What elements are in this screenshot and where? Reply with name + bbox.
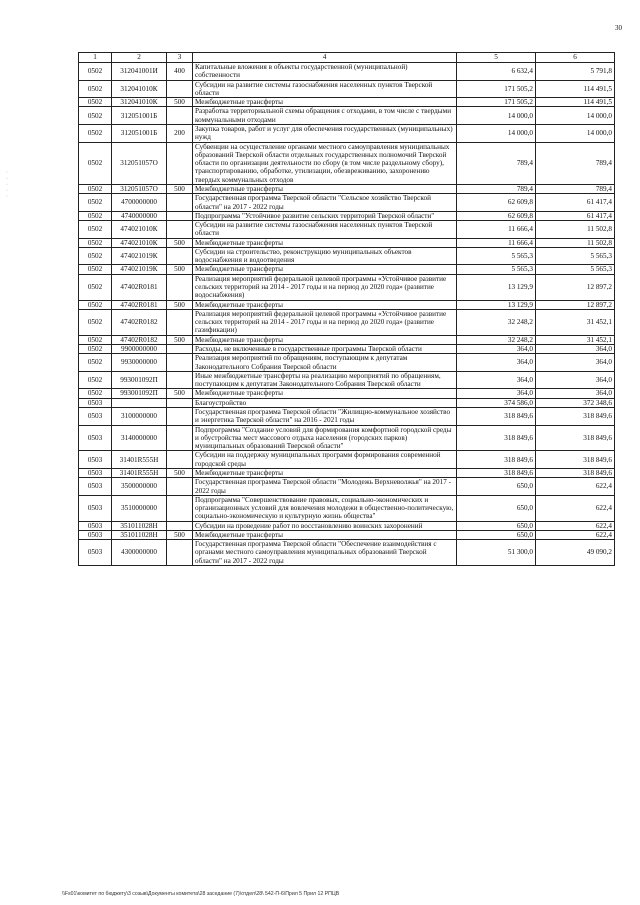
- cell-c4: Государственная программа Тверской области "Сельское хозяйство Тверской области" на 2017 - 2022 годы: [193, 194, 457, 212]
- cell-c1: 0503: [79, 398, 112, 407]
- cell-c5: 364,0: [457, 389, 536, 398]
- cell-c1: 0502: [79, 309, 112, 335]
- table-row: [79, 63, 615, 81]
- cell-c5: 6 632,4: [457, 63, 536, 81]
- cell-c5: 650,0: [457, 478, 536, 496]
- cell-c6: 364,0: [536, 371, 615, 389]
- table-row: [79, 265, 615, 274]
- cell-c3: 500: [167, 238, 193, 247]
- table-row: [79, 345, 615, 354]
- table-row: [79, 300, 615, 309]
- table-row: [79, 495, 615, 521]
- table-row: [79, 274, 615, 300]
- cell-c6: 364,0: [536, 354, 615, 372]
- cell-c5: 13 129,9: [457, 300, 536, 309]
- cell-c4: Благоустройство: [193, 398, 457, 407]
- cell-c4: Закупка товаров, работ и услуг для обеспечения государственных (муниципальных) нужд: [193, 124, 457, 142]
- cell-c4: Межбюджетные трансферты: [193, 530, 457, 539]
- cell-c2: 3140000000: [112, 425, 167, 451]
- table-row: [79, 478, 615, 496]
- cell-c5: 318 849,6: [457, 425, 536, 451]
- cell-c1: 0502: [79, 345, 112, 354]
- cell-c3: [167, 345, 193, 354]
- cell-c2: 31401R555Н: [112, 451, 167, 469]
- cell-c5: 14 000,0: [457, 124, 536, 142]
- cell-c4: Межбюджетные трансферты: [193, 184, 457, 193]
- cell-c2: 47402R0182: [112, 335, 167, 344]
- table-header-row: [79, 53, 615, 63]
- header-col-5: 5: [457, 53, 536, 63]
- cell-c3: 500: [167, 184, 193, 193]
- cell-c4: Государственная программа Тверской области "Жилищно-коммунальное хозяйство и энергетика Тверской области" на 2016 - 2021 годы: [193, 407, 457, 425]
- cell-c2: 312051057О: [112, 142, 167, 184]
- cell-c1: 0502: [79, 265, 112, 274]
- header-col-2: 2: [112, 53, 167, 63]
- cell-c6: 114 491,5: [536, 98, 615, 107]
- cell-c6: 622,4: [536, 478, 615, 496]
- cell-c6: 12 897,2: [536, 274, 615, 300]
- cell-c5: 5 565,3: [457, 265, 536, 274]
- cell-c2: [112, 398, 167, 407]
- cell-c3: [167, 211, 193, 220]
- cell-c5: 364,0: [457, 354, 536, 372]
- cell-c4: Межбюджетные трансферты: [193, 468, 457, 477]
- cell-c3: 500: [167, 389, 193, 398]
- cell-c1: 0503: [79, 407, 112, 425]
- cell-c5: 5 565,3: [457, 247, 536, 265]
- cell-c5: 32 248,2: [457, 309, 536, 335]
- cell-c3: 500: [167, 300, 193, 309]
- table-row: [79, 389, 615, 398]
- cell-c4: Межбюджетные трансферты: [193, 300, 457, 309]
- cell-c3: 500: [167, 335, 193, 344]
- table-row: [79, 540, 615, 566]
- cell-c2: 993001092П: [112, 389, 167, 398]
- header-col-6: 6: [536, 53, 615, 63]
- cell-c3: [167, 221, 193, 239]
- cell-c6: 318 849,6: [536, 468, 615, 477]
- table-row: [79, 407, 615, 425]
- table-row: [79, 107, 615, 125]
- header-col-4: 4: [193, 53, 457, 63]
- cell-c3: [167, 142, 193, 184]
- table-row: [79, 124, 615, 142]
- cell-c2: 3510000000: [112, 495, 167, 521]
- table-row: [79, 521, 615, 530]
- cell-c2: 312041010К: [112, 80, 167, 98]
- cell-c2: 3500000000: [112, 478, 167, 496]
- table-row: [79, 398, 615, 407]
- table-row: [79, 354, 615, 372]
- cell-c3: [167, 478, 193, 496]
- cell-c6: 364,0: [536, 389, 615, 398]
- cell-c5: 374 586,0: [457, 398, 536, 407]
- cell-c4: Межбюджетные трансферты: [193, 98, 457, 107]
- cell-c2: 4300000000: [112, 540, 167, 566]
- cell-c6: 622,4: [536, 521, 615, 530]
- cell-c2: 47402R0181: [112, 300, 167, 309]
- cell-c3: [167, 354, 193, 372]
- cell-c6: 14 000,0: [536, 124, 615, 142]
- cell-c5: 14 000,0: [457, 107, 536, 125]
- cell-c1: 0503: [79, 530, 112, 539]
- cell-c2: 474021019К: [112, 247, 167, 265]
- table-row: [79, 80, 615, 98]
- cell-c5: 62 609,8: [457, 194, 536, 212]
- table-row: [79, 468, 615, 477]
- cell-c1: 0502: [79, 98, 112, 107]
- budget-table: [78, 52, 615, 566]
- cell-c3: [167, 247, 193, 265]
- cell-c2: 4700000000: [112, 194, 167, 212]
- cell-c6: 789,4: [536, 184, 615, 193]
- cell-c6: 622,4: [536, 530, 615, 539]
- cell-c5: 171 505,2: [457, 98, 536, 107]
- cell-c5: 650,0: [457, 521, 536, 530]
- cell-c2: 4740000000: [112, 211, 167, 220]
- cell-c1: 0502: [79, 211, 112, 220]
- cell-c1: 0502: [79, 389, 112, 398]
- cell-c4: Государственная программа Тверской области "Обеспечение взаимодействия с органами местного самоуправления муниципальных образований Тверской области" на 2017 - 2022 годы: [193, 540, 457, 566]
- table-row: [79, 184, 615, 193]
- cell-c1: 0502: [79, 371, 112, 389]
- cell-c2: 47402R0182: [112, 309, 167, 335]
- cell-c4: Субсидии на проведение работ по восстановлению воинских захоронений: [193, 521, 457, 530]
- cell-c5: 11 666,4: [457, 221, 536, 239]
- cell-c3: 500: [167, 98, 193, 107]
- cell-c6: 61 417,4: [536, 211, 615, 220]
- footer-file-path: \\Fs01\комитет по бюджету\3 созыв\Документы комитета\28 заседание (7)\отдел\28\ 542-П-6\Прил 5 Прил 12 РПЦВ: [62, 891, 340, 897]
- table-row: [79, 142, 615, 184]
- cell-c1: 0502: [79, 80, 112, 98]
- table-row: [79, 238, 615, 247]
- cell-c1: 0503: [79, 451, 112, 469]
- table-row: [79, 211, 615, 220]
- cell-c6: 31 452,1: [536, 309, 615, 335]
- table-row: [79, 221, 615, 239]
- cell-c1: 0502: [79, 221, 112, 239]
- cell-c4: Межбюджетные трансферты: [193, 238, 457, 247]
- cell-c2: 312051057О: [112, 184, 167, 193]
- cell-c4: Субвенции на осуществление органами местного самоуправления муниципальных образований Тверской области отдельных государственных полномочий Тверской области по организации деятельности по сбору (в том числе раздельному сбору), транспортированию, обработке, утилизации, обезвреживанию, захоронению твердых коммунальных отходов: [193, 142, 457, 184]
- cell-c1: 0502: [79, 238, 112, 247]
- cell-c1: 0502: [79, 274, 112, 300]
- cell-c2: 312051001Б: [112, 124, 167, 142]
- cell-c4: Расходы, не включенные в государственные программы Тверской области: [193, 345, 457, 354]
- cell-c3: [167, 274, 193, 300]
- cell-c6: 622,4: [536, 495, 615, 521]
- table-row: [79, 425, 615, 451]
- table-row: [79, 451, 615, 469]
- cell-c5: 62 609,8: [457, 211, 536, 220]
- cell-c5: 650,0: [457, 495, 536, 521]
- cell-c1: 0502: [79, 247, 112, 265]
- table-row: [79, 371, 615, 389]
- cell-c3: [167, 451, 193, 469]
- table-row: [79, 530, 615, 539]
- cell-c3: 500: [167, 530, 193, 539]
- cell-c2: 312051001Б: [112, 107, 167, 125]
- cell-c4: Субсидии на строительство, реконструкцию муниципальных объектов водоснабжения и водоотведения: [193, 247, 457, 265]
- cell-c4: Субсидии на поддержку муниципальных программ формирования современной городской среды: [193, 451, 457, 469]
- cell-c6: 12 897,2: [536, 300, 615, 309]
- cell-c1: 0503: [79, 468, 112, 477]
- cell-c4: Государственная программа Тверской области "Молодежь Верхневолжья" на 2017 - 2022 годы: [193, 478, 457, 496]
- cell-c6: 49 090,2: [536, 540, 615, 566]
- cell-c6: 364,0: [536, 345, 615, 354]
- cell-c3: 500: [167, 265, 193, 274]
- cell-c5: 318 849,6: [457, 451, 536, 469]
- cell-c3: [167, 371, 193, 389]
- cell-c6: 318 849,6: [536, 407, 615, 425]
- cell-c2: 312041010К: [112, 98, 167, 107]
- cell-c6: 11 502,8: [536, 238, 615, 247]
- table-row: [79, 194, 615, 212]
- cell-c6: 789,4: [536, 142, 615, 184]
- cell-c1: 0502: [79, 63, 112, 81]
- cell-c3: [167, 309, 193, 335]
- cell-c3: [167, 398, 193, 407]
- cell-c1: 0503: [79, 425, 112, 451]
- cell-c4: Субсидии на развитие системы газоснабжения населенных пунктов Тверской области: [193, 80, 457, 98]
- cell-c2: 9900000000: [112, 345, 167, 354]
- cell-c4: Подпрограмма "Совершенствование правовых, социально-экономических и организационных условий для вовлечения молодежи в общественно-политическую, социально-экономическую и культурную жизнь общества": [193, 495, 457, 521]
- page-number: 30: [615, 24, 622, 32]
- cell-c6: 11 502,8: [536, 221, 615, 239]
- cell-c3: [167, 495, 193, 521]
- cell-c2: 474021010К: [112, 221, 167, 239]
- cell-c1: 0502: [79, 354, 112, 372]
- cell-c4: Капитальные вложения в объекты государственной (муниципальной) собственности: [193, 63, 457, 81]
- cell-c6: 31 452,1: [536, 335, 615, 344]
- cell-c2: 474021010К: [112, 238, 167, 247]
- cell-c2: 312041001И: [112, 63, 167, 81]
- cell-c1: 0502: [79, 124, 112, 142]
- cell-c2: 474021019К: [112, 265, 167, 274]
- cell-c5: 51 300,0: [457, 540, 536, 566]
- cell-c1: 0502: [79, 184, 112, 193]
- cell-c4: Реализация мероприятий федеральной целевой программы «Устойчивое развитие сельских территорий на 2014 - 2017 годы и на период до 2020 года» (развитие газификации): [193, 309, 457, 335]
- cell-c1: 0502: [79, 194, 112, 212]
- cell-c6: 318 849,6: [536, 451, 615, 469]
- cell-c4: Реализация мероприятий по обращениям, поступающим к депутатам Законодательного Собрания Тверской области: [193, 354, 457, 372]
- table-row: [79, 98, 615, 107]
- cell-c4: Подпрограмма "Устойчивое развитие сельских территорий Тверской области": [193, 211, 457, 220]
- cell-c1: 0502: [79, 142, 112, 184]
- header-col-1: 1: [79, 53, 112, 63]
- cell-c1: 0502: [79, 300, 112, 309]
- cell-c5: 364,0: [457, 345, 536, 354]
- cell-c4: Разработка территориальной схемы обращения с отходами, в том числе с твердыми коммунальными отходами: [193, 107, 457, 125]
- cell-c2: 31401R555Н: [112, 468, 167, 477]
- cell-c6: 14 000,0: [536, 107, 615, 125]
- cell-c3: [167, 194, 193, 212]
- cell-c2: 351011028Н: [112, 521, 167, 530]
- cell-c5: 318 849,6: [457, 468, 536, 477]
- cell-c5: 789,4: [457, 184, 536, 193]
- cell-c6: 5 791,8: [536, 63, 615, 81]
- margin-marks: · · · · ·: [6, 170, 8, 200]
- cell-c5: 32 248,2: [457, 335, 536, 344]
- cell-c2: 351011028Н: [112, 530, 167, 539]
- table-row: [79, 247, 615, 265]
- cell-c2: 3100000000: [112, 407, 167, 425]
- header-col-3: 3: [167, 53, 193, 63]
- cell-c3: [167, 521, 193, 530]
- cell-c5: 171 505,2: [457, 80, 536, 98]
- cell-c3: 400: [167, 63, 193, 81]
- cell-c5: 789,4: [457, 142, 536, 184]
- cell-c5: 13 129,9: [457, 274, 536, 300]
- cell-c3: [167, 407, 193, 425]
- table-body: [79, 53, 615, 566]
- cell-c3: [167, 80, 193, 98]
- cell-c5: 11 666,4: [457, 238, 536, 247]
- cell-c2: 993001092П: [112, 371, 167, 389]
- table-row: [79, 309, 615, 335]
- cell-c4: Межбюджетные трансферты: [193, 265, 457, 274]
- cell-c1: 0503: [79, 521, 112, 530]
- cell-c1: 0503: [79, 478, 112, 496]
- cell-c6: 61 417,4: [536, 194, 615, 212]
- cell-c5: 318 849,6: [457, 407, 536, 425]
- cell-c4: Субсидии на развитие системы газоснабжения населенных пунктов Тверской области: [193, 221, 457, 239]
- cell-c4: Подпрограмма "Создание условий для формирования комфортной городской среды и обустройства мест массового отдыха населения (городских парков) муниципальных образований Тверской области": [193, 425, 457, 451]
- cell-c3: 200: [167, 124, 193, 142]
- cell-c3: [167, 425, 193, 451]
- cell-c4: Иные межбюджетные трансферты на реализацию мероприятий по обращениям, поступающим к депутатам Законодательного Собрания Тверской области: [193, 371, 457, 389]
- cell-c1: 0503: [79, 540, 112, 566]
- cell-c3: 500: [167, 468, 193, 477]
- cell-c1: 0502: [79, 107, 112, 125]
- cell-c5: 650,0: [457, 530, 536, 539]
- cell-c6: 5 565,3: [536, 247, 615, 265]
- cell-c6: 114 491,5: [536, 80, 615, 98]
- cell-c3: [167, 540, 193, 566]
- cell-c6: 318 849,6: [536, 425, 615, 451]
- cell-c1: 0503: [79, 495, 112, 521]
- cell-c2: 47402R0181: [112, 274, 167, 300]
- cell-c3: [167, 107, 193, 125]
- table-row: [79, 335, 615, 344]
- cell-c2: 9930000000: [112, 354, 167, 372]
- cell-c4: Реализация мероприятий федеральной целевой программы «Устойчивое развитие сельских территорий на 2014 - 2017 годы и на период до 2020 года» (развитие водоснабжения): [193, 274, 457, 300]
- cell-c1: 0502: [79, 335, 112, 344]
- cell-c5: 364,0: [457, 371, 536, 389]
- cell-c4: Межбюджетные трансферты: [193, 389, 457, 398]
- cell-c6: 5 565,3: [536, 265, 615, 274]
- cell-c6: 372 348,6: [536, 398, 615, 407]
- cell-c4: Межбюджетные трансферты: [193, 335, 457, 344]
